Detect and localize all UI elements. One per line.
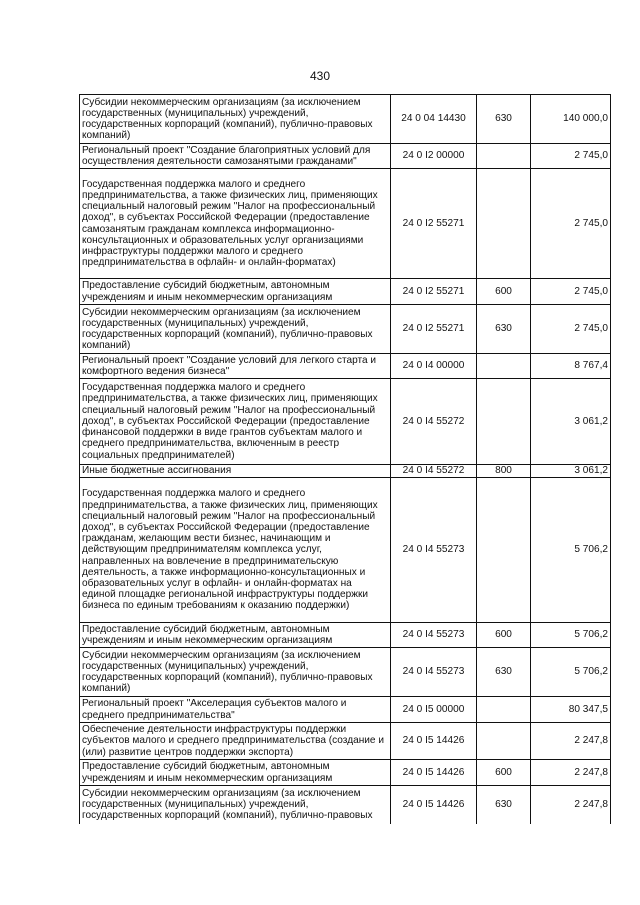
row-amount: 2 247,8: [531, 786, 611, 824]
row-name: Субсидии некоммерческим организациям (за исключением государственных (муниципальных) учреждений, государственных корпораций (компаний), публично-правовых компаний): [80, 648, 391, 697]
row-name: Предоставление субсидий бюджетным, автономным учреждениям и иным некоммерческим организациям: [80, 760, 391, 786]
row-code: 24 0 I4 55273: [391, 623, 477, 648]
budget-table: [79, 94, 611, 824]
row-code: 24 0 I5 14426: [391, 723, 477, 760]
row-name: Региональный проект "Создание благоприятных условий для осуществления деятельности самозанятыми гражданами": [80, 144, 391, 169]
row-type: 630: [477, 95, 531, 144]
table-row: [80, 354, 611, 379]
row-amount: 5 706,2: [531, 648, 611, 697]
row-name: Государственная поддержка малого и среднего предпринимательства, а также физических лиц, применяющих специальный налоговый режим "Налог на профессиональный доход", в субъектах Российской Федерации (предоставление финансовой поддержки в виде грантов субъектам малого и среднего предпринимательства, включенным в реестр социальных предпринимателей): [80, 379, 391, 465]
row-amount: 2 745,0: [531, 169, 611, 279]
row-name: Региональный проект "Акселерация субъектов малого и среднего предпринимательства": [80, 697, 391, 723]
row-code: 24 0 I4 00000: [391, 354, 477, 379]
row-code: 24 0 I4 55272: [391, 379, 477, 465]
table-row: [80, 648, 611, 697]
row-amount: 2 745,0: [531, 279, 611, 305]
table-row: [80, 305, 611, 354]
row-code: 24 0 04 14430: [391, 95, 477, 144]
budget-table-body: [80, 95, 611, 824]
row-type: 630: [477, 648, 531, 697]
row-name: Государственная поддержка малого и среднего предпринимательства, а также физических лиц, применяющих специальный налоговый режим "Налог на профессиональный доход", в субъектах Российской Федерации (предоставление гражданам, желающим вести бизнес, начинающим и действующим предпринимателям комплекса услуг, направленных на вовлечение в предпринимательскую деятельность, а также информационно-консультационных и образовательных услуг в офлайн- и онлайн-форматах на единой площадке региональной инфраструктуры поддержки бизнеса по единым требованиям к оказанию поддержки): [80, 478, 391, 623]
table-row: [80, 379, 611, 465]
row-code: 24 0 I5 00000: [391, 697, 477, 723]
row-amount: 2 745,0: [531, 144, 611, 169]
row-amount: 3 061,2: [531, 379, 611, 465]
row-type: 600: [477, 279, 531, 305]
row-code: 24 0 I2 55271: [391, 169, 477, 279]
row-amount: 2 247,8: [531, 760, 611, 786]
row-amount: 2 745,0: [531, 305, 611, 354]
row-amount: 80 347,5: [531, 697, 611, 723]
page-number: 430: [309, 69, 331, 83]
table-row: [80, 95, 611, 144]
row-amount: 3 061,2: [531, 465, 611, 478]
table-row: [80, 279, 611, 305]
row-name: Субсидии некоммерческим организациям (за исключением государственных (муниципальных) учреждений, государственных корпораций (компаний), публично-правовых компаний): [80, 95, 391, 144]
row-code: 24 0 I5 14426: [391, 786, 477, 824]
row-code: 24 0 I2 55271: [391, 279, 477, 305]
row-amount: 5 706,2: [531, 623, 611, 648]
row-name: Субсидии некоммерческим организациям (за исключением государственных (муниципальных) учреждений, государственных корпораций (компаний), публично-правовых: [80, 786, 391, 824]
table-row: [80, 697, 611, 723]
table-row: [80, 465, 611, 478]
row-amount: 5 706,2: [531, 478, 611, 623]
row-type: [477, 697, 531, 723]
row-name: Региональный проект "Создание условий для легкого старта и комфортного ведения бизнеса": [80, 354, 391, 379]
row-type: [477, 379, 531, 465]
row-type: 800: [477, 465, 531, 478]
row-type: [477, 478, 531, 623]
row-type: 630: [477, 786, 531, 824]
table-row: [80, 786, 611, 824]
row-type: 630: [477, 305, 531, 354]
row-code: 24 0 I4 55272: [391, 465, 477, 478]
row-type: [477, 354, 531, 379]
row-name: Обеспечение деятельности инфраструктуры поддержки субъектов малого и среднего предпринимательства (создание и (или) развитие центров поддержки экспорта): [80, 723, 391, 760]
row-name: Субсидии некоммерческим организациям (за исключением государственных (муниципальных) учреждений, государственных корпораций (компаний), публично-правовых компаний): [80, 305, 391, 354]
row-name: Государственная поддержка малого и среднего предпринимательства, а также физических лиц, применяющих специальный налоговый режим "Налог на профессиональный доход", в субъектах Российской Федерации (предоставление самозанятым гражданам комплекса информационно-консультационных и образовательных услуг организациями инфраструктуры поддержки малого и среднего предпринимательства в офлайн- и онлайн-форматах): [80, 169, 391, 279]
row-type: [477, 169, 531, 279]
row-type: 600: [477, 760, 531, 786]
row-amount: 8 767,4: [531, 354, 611, 379]
row-code: 24 0 I2 55271: [391, 305, 477, 354]
table-row: [80, 723, 611, 760]
row-type: [477, 144, 531, 169]
row-code: 24 0 I5 14426: [391, 760, 477, 786]
table-row: [80, 478, 611, 623]
table-row: [80, 169, 611, 279]
row-type: 600: [477, 623, 531, 648]
row-type: [477, 723, 531, 760]
row-code: 24 0 I2 00000: [391, 144, 477, 169]
row-name: Предоставление субсидий бюджетным, автономным учреждениям и иным некоммерческим организациям: [80, 279, 391, 305]
table-row: [80, 144, 611, 169]
table-row: [80, 623, 611, 648]
table-row: [80, 760, 611, 786]
row-amount: 140 000,0: [531, 95, 611, 144]
row-name: Иные бюджетные ассигнования: [80, 465, 391, 478]
row-code: 24 0 I4 55273: [391, 648, 477, 697]
row-name: Предоставление субсидий бюджетным, автономным учреждениям и иным некоммерческим организациям: [80, 623, 391, 648]
row-code: 24 0 I4 55273: [391, 478, 477, 623]
row-amount: 2 247,8: [531, 723, 611, 760]
